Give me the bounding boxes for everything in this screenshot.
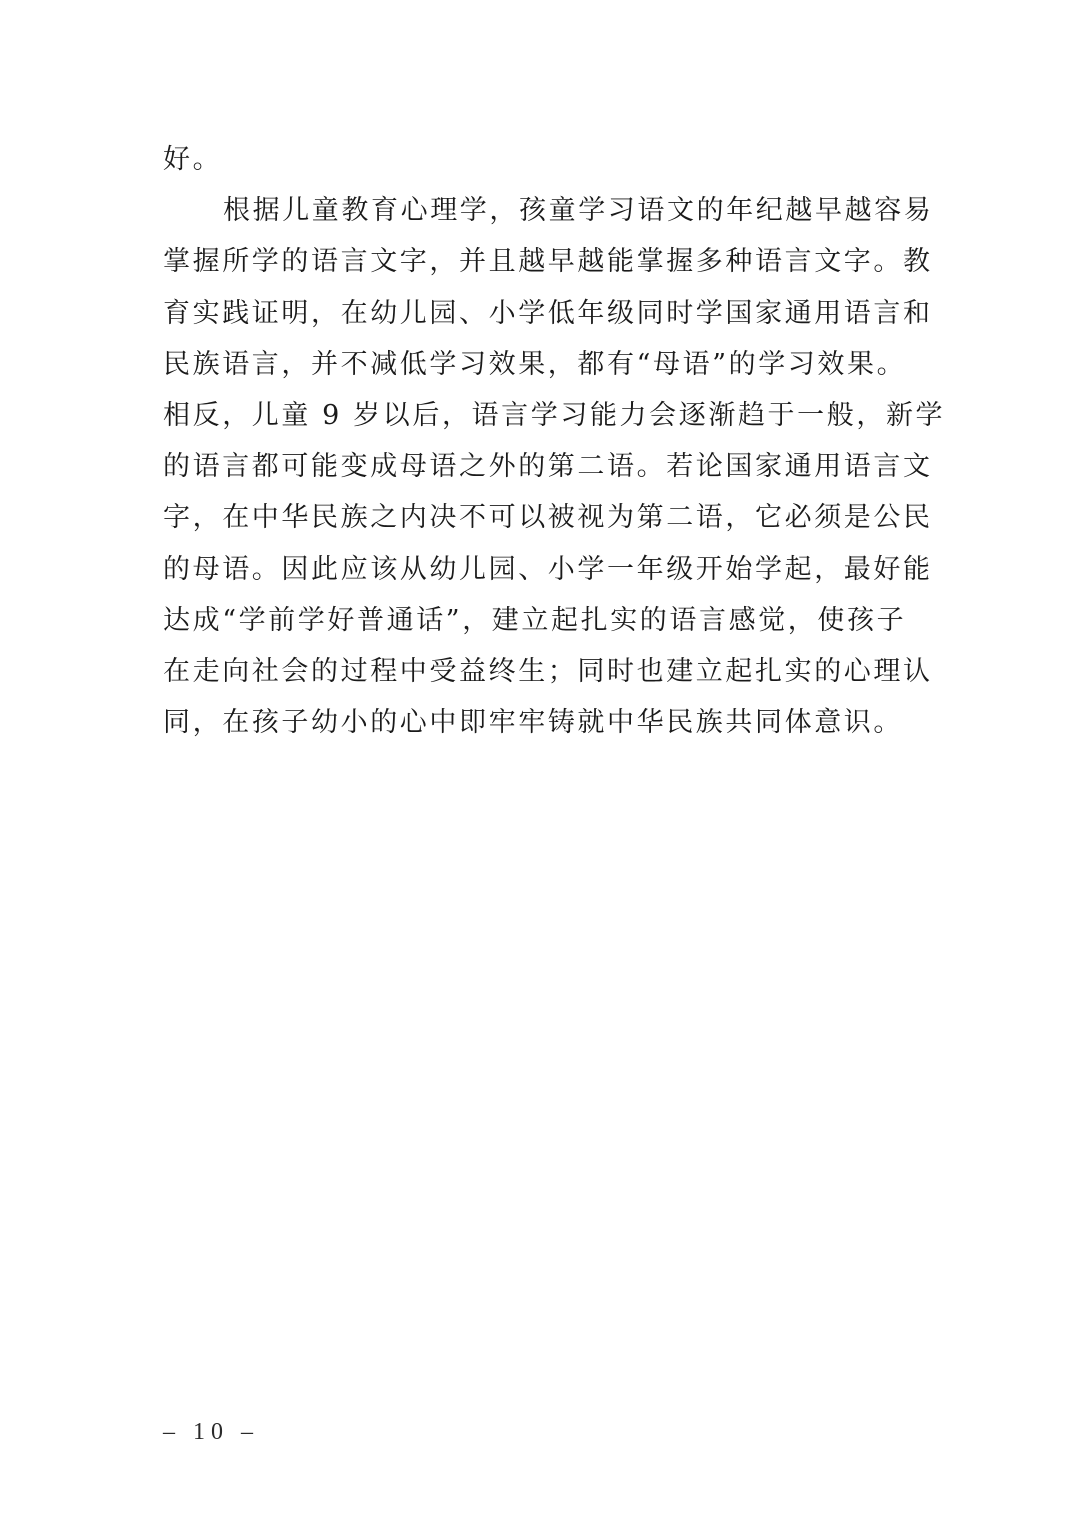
text-line: 掌握所学的语言文字，并且越早越能掌握多种语言文字。教	[163, 246, 933, 278]
text-line: 的语言都可能变成母语之外的第二语。若论国家通用语言文	[163, 451, 933, 483]
text-line: 同，在孩子幼小的心中即牢牢铸就中华民族共同体意识。	[163, 707, 903, 739]
text-line: 达成“学前学好普通话”，建立起扎实的语言感觉，使孩子	[163, 604, 907, 636]
text-line: 好。	[163, 144, 223, 175]
text-line: 民族语言，并不减低学习效果，都有“母语”的学习效果。	[163, 348, 907, 380]
body-text	[163, 134, 946, 748]
text-line: 的母语。因此应该从幼儿园、小学一年级开始学起，最好能	[163, 553, 933, 585]
text-line: 相反，儿童 9 岁以后，语言学习能力会逐渐趋于一般，新学	[163, 399, 946, 431]
page-number: – 10 –	[163, 1419, 259, 1445]
text-line: 在走向社会的过程中受益终生；同时也建立起扎实的心理认	[163, 655, 933, 687]
text-line: 根据儿童教育心理学，孩童学习语文的年纪越早越容易	[223, 195, 934, 227]
text-line: 字，在中华民族之内决不可以被视为第二语，它必须是公民	[163, 502, 933, 534]
text-line: 育实践证明，在幼儿园、小学低年级同时学国家通用语言和	[163, 297, 933, 329]
